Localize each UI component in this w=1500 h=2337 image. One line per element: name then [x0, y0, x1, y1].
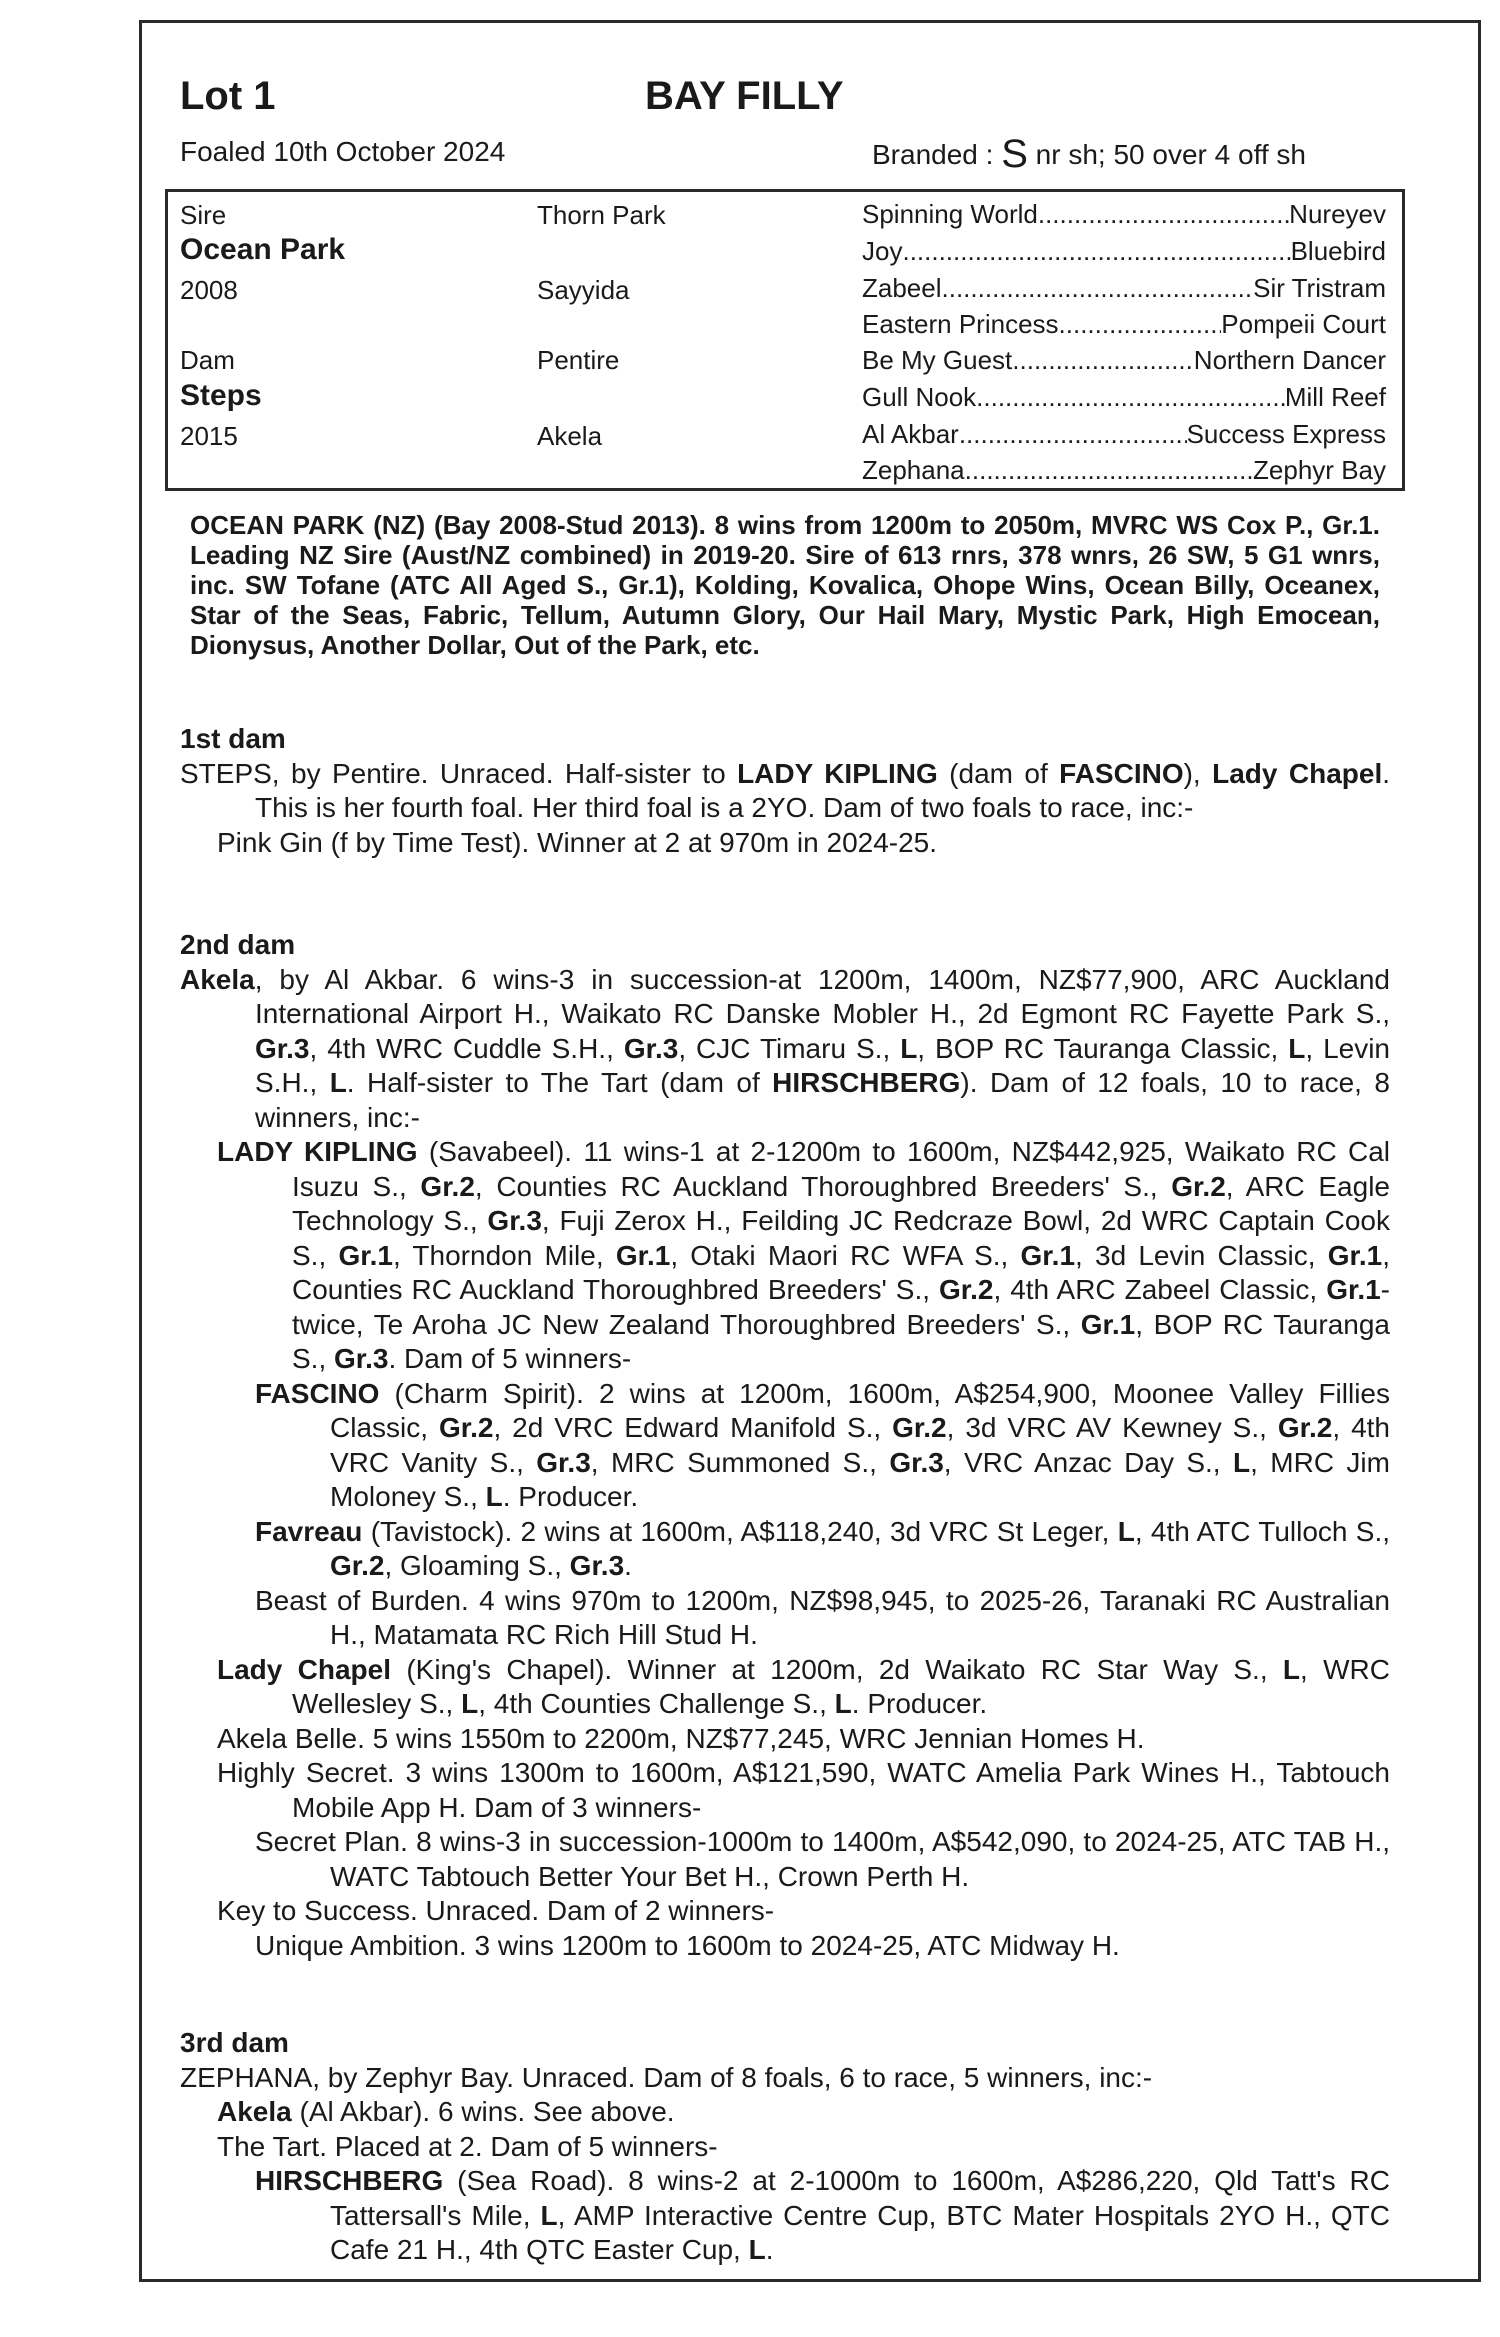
pedigree-sire-dam: Sayyida: [537, 275, 630, 305]
foaled-date: Foaled 10th October 2024: [180, 136, 506, 167]
pedigree-gen3-row: [862, 236, 1386, 267]
section-heading: 2nd dam: [180, 929, 296, 960]
lot-number: Lot 1: [180, 74, 276, 118]
horse-description: BAY FILLY: [645, 74, 844, 118]
progeny-entry: LADY KIPLING (Savabeel). 11 wins-1 at 2-1200m to 1600m, NZ$442,925, Waikato RC Cal Isuzu S., Gr.2, Counties RC Auckland Thoroughbred Breeders' S., Gr.2, ARC Eagle Technology S., Gr.3, Fuji Zerox H., Feilding JC Redcraze Bowl, 2d WRC Captain Cook S., Gr.1, Thorndon Mile, Gr.1, Otaki Maori RC WFA S., Gr.1, 3d Levin Classic, Gr.1, Counties RC Auckland Thoroughbred Breeders' S., Gr.2, 4th ARC Zabeel Classic, Gr.1-twice, Te Aroha JC New Zealand Thoroughbred Breeders' S., Gr.1, BOP RC Tauranga S., Gr.3. Dam of 5 winners-: [217, 1136, 1391, 1374]
branded-text: nr sh; 50 over 4 off sh: [1035, 139, 1306, 170]
third-dam-section: [180, 2026, 1390, 2268]
pedigree-sire-sire: Thorn Park: [537, 200, 666, 230]
progeny-entry: Pink Gin (f by Time Test). Winner at 2 at 970m in 2024-25.: [217, 826, 938, 858]
gen3-left: Eastern Princess: [862, 309, 1059, 339]
dam-paragraph: STEPS, by Pentire. Unraced. Half-sister to LADY KIPLING (dam of FASCINO), Lady Chapel. This is her fourth foal. Her third foal is a 2YO. Dam of two foals to race, inc:-: [180, 757, 1391, 823]
second-dam-section: [180, 928, 1390, 1963]
pedigree-gen3-row: [862, 309, 1386, 340]
pedigree-dam-dam: Akela: [537, 421, 603, 451]
progeny-entry: Beast of Burden. 4 wins 970m to 1200m, NZ$98,945, to 2025-26, Taranaki RC Australian H., Matamata RC Rich Hill Stud H.: [255, 1584, 1390, 1650]
pedigree-sire-name: Ocean Park: [180, 233, 346, 266]
sire-biography: OCEAN PARK (NZ) (Bay 2008-Stud 2013). 8 wins from 1200m to 2050m, MVRC WS Cox P., Gr.1. Leading NZ Sire (Aust/NZ combined) in 2019-20. Sire of 613 rnrs, 378 wnrs, 26 SW, 5 G1 wnrs, inc. SW Tofane (ATC All Aged S., Gr.1), Kolding, Kovalica, Ohope Wins, Ocean Billy, Oceanex, Star of the Seas, Fabric, Tellum, Autumn Glory, Our Hail Mary, Mystic Park, High Emocean, Dionysus, Another Dollar, Out of the Park, etc.: [190, 510, 1380, 660]
branded-label: Branded :: [872, 139, 994, 170]
gen3-left: Be My Guest: [862, 345, 1013, 375]
section-heading: 3rd dam: [180, 2027, 289, 2058]
pedigree-dam-year: 2015: [180, 421, 238, 451]
gen3-right: Zephyr Bay: [1253, 455, 1386, 485]
gen3-left: Gull Nook: [862, 382, 977, 412]
progeny-entry: Unique Ambition. 3 wins 1200m to 1600m to 2024-25, ATC Midway H.: [255, 1929, 1120, 1961]
progeny-entry: Favreau (Tavistock). 2 wins at 1600m, A$118,240, 3d VRC St Leger, L, 4th ATC Tulloch S., Gr.2, Gloaming S., Gr.3.: [255, 1515, 1391, 1581]
pedigree-sire-year: 2008: [180, 275, 238, 305]
progeny-entry: Key to Success. Unraced. Dam of 2 winners-: [217, 1895, 775, 1926]
brand-mark: S: [1001, 132, 1028, 176]
gen3-right: Sir Tristram: [1253, 273, 1386, 303]
pedigree-dam-name: Steps: [180, 379, 262, 412]
section-heading: 1st dam: [180, 723, 286, 754]
progeny-entry: FASCINO (Charm Spirit). 2 wins at 1200m, 1600m, A$254,900, Moonee Valley Fillies Classic, Gr.2, 2d VRC Edward Manifold S., Gr.2, 3d VRC AV Kewney S., Gr.2, 4th VRC Vanity S., Gr.3, MRC Summoned S., Gr.3, VRC Anzac Day S., L, MRC Jim Moloney S., L. Producer.: [255, 1377, 1391, 1512]
gen3-right: Success Express: [1186, 419, 1386, 449]
gen3-right: Nureyev: [1289, 199, 1386, 229]
dam-paragraph: ZEPHANA, by Zephyr Bay. Unraced. Dam of 8 foals, 6 to race, 5 winners, inc:-: [180, 2061, 1153, 2093]
progeny-entry: Akela (Al Akbar). 6 wins. See above.: [217, 2096, 675, 2127]
first-dam-section: [180, 722, 1390, 860]
gen3-left: Spinning World: [862, 199, 1038, 229]
brand-info: [872, 132, 1306, 177]
pedigree-dam-sire: Pentire: [537, 345, 620, 375]
progeny-entry: Highly Secret. 3 wins 1300m to 1600m, A$121,590, WATC Amelia Park Wines H., Tabtouch Mobile App H. Dam of 3 winners-: [217, 1757, 1390, 1823]
gen3-right: Bluebird: [1290, 236, 1386, 266]
pedigree-gen3-row: [862, 199, 1386, 230]
dam-paragraph: Akela, by Al Akbar. 6 wins-3 in succession-at 1200m, 1400m, NZ$77,900, ARC Auckland International Airport H., Waikato RC Danske Mobler H., 2d Egmont RC Fayette Park S., Gr.3, 4th WRC Cuddle S.H., Gr.3, CJC Timaru S., L, BOP RC Tauranga Classic, L, Levin S.H., L. Half-sister to The Tart (dam of HIRSCHBERG). Dam of 12 foals, 10 to race, 8 winners, inc:-: [180, 963, 1391, 1133]
pedigree-gen3-row: [862, 345, 1386, 376]
progeny-entry: The Tart. Placed at 2. Dam of 5 winners-: [217, 2130, 718, 2162]
gen3-right: Pompeii Court: [1221, 309, 1386, 339]
progeny-entry: HIRSCHBERG (Sea Road). 8 wins-2 at 2-1000m to 1600m, A$286,220, Qld Tatt's RC Tattersall's Mile, L, AMP Interactive Centre Cup, BTC Mater Hospitals 2YO H., QTC Cafe 21 H., 4th QTC Easter Cup, L.: [255, 2165, 1390, 2265]
gen3-right: Mill Reef: [1284, 382, 1386, 412]
pedigree-gen3-row: [862, 382, 1386, 413]
progeny-entry: Secret Plan. 8 wins-3 in succession-1000m to 1400m, A$542,090, to 2024-25, ATC TAB H., WATC Tabtouch Better Your Bet H., Crown Perth H.: [255, 1826, 1390, 1892]
pedigree-gen3-row: [862, 273, 1386, 304]
gen3-left: Zabeel: [862, 273, 942, 303]
gen3-right: Northern Dancer: [1193, 345, 1386, 375]
gen3-left: Zephana: [862, 455, 965, 485]
gen3-left: Joy: [862, 236, 903, 266]
pedigree-gen3-row: [862, 419, 1386, 450]
pedigree-sire-label: Sire: [180, 200, 227, 230]
pedigree-gen3-row: [862, 455, 1386, 486]
progeny-entry: Akela Belle. 5 wins 1550m to 2200m, NZ$77,245, WRC Jennian Homes H.: [217, 1722, 1145, 1754]
progeny-entry: Lady Chapel (King's Chapel). Winner at 1200m, 2d Waikato RC Star Way S., L, WRC Wellesley S., L, 4th Counties Challenge S., L. Producer.: [217, 1653, 1390, 1719]
pedigree-dam-label: Dam: [180, 345, 235, 375]
gen3-left: Al Akbar: [862, 419, 959, 449]
